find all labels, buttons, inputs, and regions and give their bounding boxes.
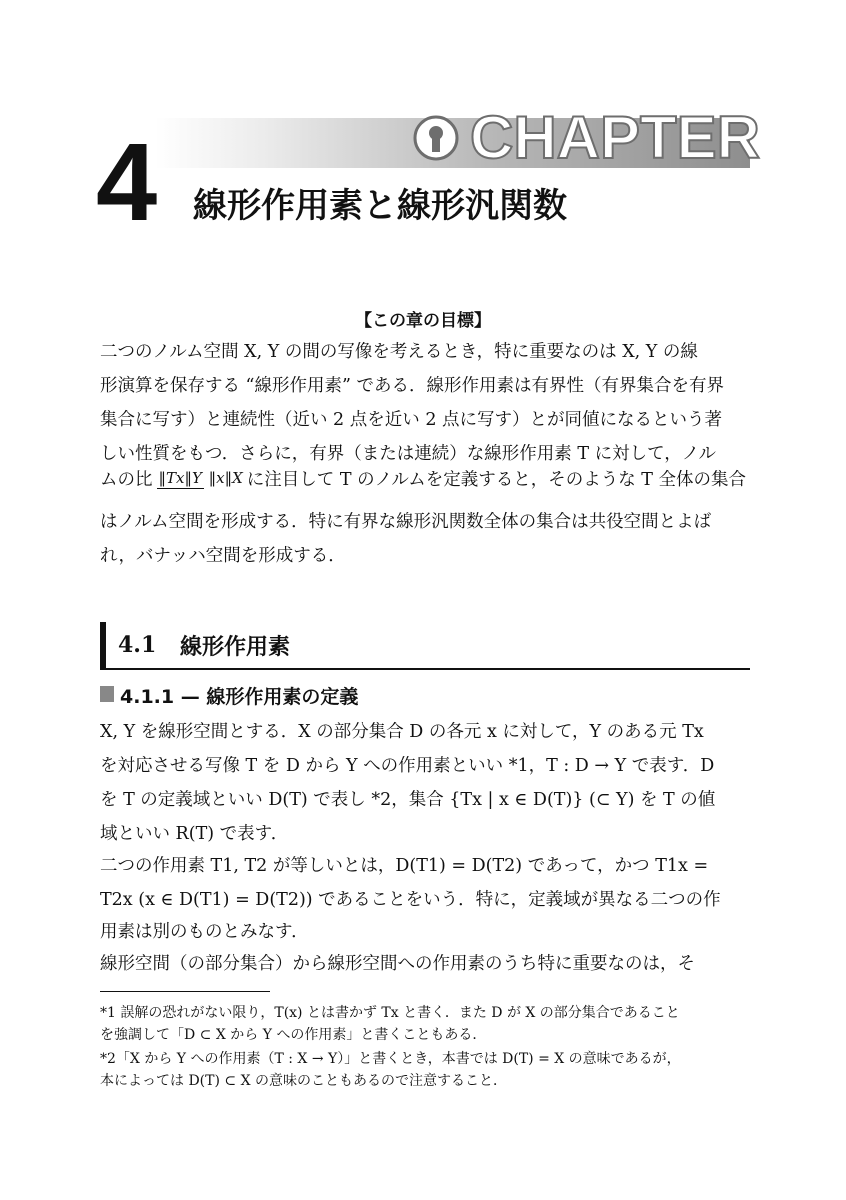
body-line: X, Y を線形空間とする．X の部分集合 D の各元 x に対して，Y のある元 Tx xyxy=(100,722,704,742)
footnote-line: *2「X から Y への作用素（T : X → Y）」と書くとき，本書では D(T) = X の意味であるが， xyxy=(100,1051,681,1067)
section-marker-bar xyxy=(100,622,106,670)
goal-line: 形演算を保存する “線形作用素” である．線形作用素は有界性（有界集合を有界 xyxy=(100,376,725,396)
chapter-number: 4 xyxy=(96,121,158,244)
footnote-line: 本によっては D(T) ⊂ X の意味のこともあるので注意すること． xyxy=(100,1073,507,1089)
body-line: 用素は別のものとみなす． xyxy=(100,922,309,942)
subsection-title: 4.1.1 — 線形作用素の定義 xyxy=(120,686,359,708)
goal-line: しい性質をもつ．さらに，有界（または連続）な線形作用素 T に対して，ノル xyxy=(100,444,717,464)
body-line: を T の定義域といい D(T) で表し *2，集合 {Tx | x ∈ D(T)} (⊂ Y) を T の値 xyxy=(100,790,716,810)
footnote-rule xyxy=(100,991,270,992)
norm-ratio-fraction: ‖Tx‖Y ‖x‖X xyxy=(158,469,243,487)
goal-line: はノルム空間を形成する．特に有界な線形汎関数全体の集合は共役空間とよば xyxy=(100,512,712,532)
footnote-line: *1 誤解の恐れがない限り，T(x) とは書かず Tx と書く．また D が X の部分集合であること xyxy=(100,1005,680,1021)
goal-line-fraction: ムの比 ‖Tx‖Y ‖x‖X に注目して T のノルムを定義すると，そのような T 全体の集合 xyxy=(100,469,746,490)
section-title: 線形作用素 xyxy=(180,635,291,660)
chapter-label: CHAPTER xyxy=(470,104,761,171)
keyhole-emblem-icon xyxy=(412,114,460,162)
body-line: 二つの作用素 T1, T2 が等しいとは，D(T1) = D(T2) であって，かつ T1x = xyxy=(100,856,709,876)
body-line: T2x (x ∈ D(T1) = D(T2)) であることをいう．特に，定義域が異なる二つの作 xyxy=(100,890,721,910)
footnote-line: を強調して「D ⊂ X から Y への作用素」と書くこともある． xyxy=(100,1027,487,1043)
section-number: 4.1 xyxy=(118,632,157,658)
subsection-marker-square xyxy=(100,686,114,702)
section-rule xyxy=(100,668,750,670)
goal-line: 集合に写す）と連続性（近い 2 点を近い 2 点に写す）とが同値になるという著 xyxy=(100,410,723,430)
body-line: 域といい R(T) で表す． xyxy=(100,824,289,844)
goal-line: れ，バナッハ空間を形成する． xyxy=(100,546,346,566)
chapter-title: 線形作用素と線形汎関数 xyxy=(193,186,567,226)
goal-heading: 【この章の目標】 xyxy=(355,311,491,331)
body-line: を対応させる写像 T を D から Y への作用素といい *1，T : D → Y で表す．D xyxy=(100,756,715,776)
goal-line: 二つのノルム空間 X, Y の間の写像を考えるとき，特に重要なのは X, Y の線 xyxy=(100,342,698,362)
body-line: 線形空間（の部分集合）から線形空間への作用素のうち特に重要なのは，そ xyxy=(100,954,695,974)
